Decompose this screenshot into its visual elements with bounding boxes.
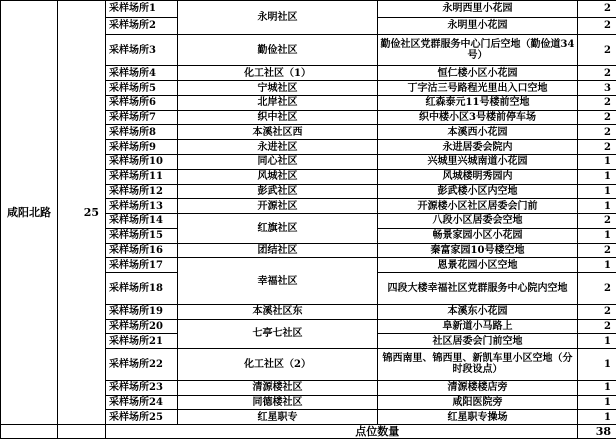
site-cell: 采样场所16 [106,243,178,258]
location-cell: 开源楼小区社区居委会门前 [378,199,578,214]
community-cell: 清源楼社区 [178,380,378,395]
site-cell: 采样场所6 [106,95,178,110]
location-cell: 红星职专操场 [378,410,578,425]
community-cell: 化工社区（2） [178,349,378,381]
count-cell: 1 [578,169,616,184]
site-cell: 采样场所20 [106,319,178,334]
location-cell: 红森泰元11号楼前空地 [378,95,578,110]
site-cell: 采样场所10 [106,155,178,170]
location-cell: 风城楼明秀园内 [378,169,578,184]
count-cell: 1 [578,199,616,214]
community-cell: 永明社区 [178,1,378,35]
community-cell: 红旗社区 [178,214,378,244]
site-cell: 采样场所7 [106,110,178,125]
community-cell: 织中社区 [178,110,378,125]
community-cell: 风城社区 [178,169,378,184]
count-cell: 2 [578,1,616,18]
community-cell: 本溪社区东 [178,304,378,319]
location-cell: 咸阳医院旁 [378,395,578,410]
footer-row [1,425,616,439]
footer-empty-cell [106,425,178,439]
community-cell: 勤俭社区 [178,34,378,66]
location-cell: 社区居委会门前空地 [378,334,578,349]
footer-total: 38 [578,425,616,439]
count-cell: 1 [578,395,616,410]
community-cell: 化工社区（1） [178,66,378,81]
community-cell: 彭武社区 [178,184,378,199]
location-cell: 恩景花园小区空地 [378,258,578,273]
site-cell: 采样场所13 [106,199,178,214]
community-cell: 北岸社区 [178,95,378,110]
community-cell: 同德楼社区 [178,395,378,410]
site-cell: 采样场所4 [106,66,178,81]
count-cell: 2 [578,66,616,81]
site-count-cell: 25 [58,1,106,425]
location-cell: 勤俭社区党群服务中心门后空地（勤俭道34号） [378,34,578,66]
site-cell: 采样场所21 [106,334,178,349]
site-cell: 采样场所12 [106,184,178,199]
site-cell: 采样场所11 [106,169,178,184]
count-cell: 2 [578,243,616,258]
site-cell: 采样场所14 [106,214,178,229]
site-cell: 采样场所1 [106,1,178,18]
location-cell: 兴城里兴城南道小花园 [378,155,578,170]
count-cell: 2 [578,95,616,110]
community-cell: 永进社区 [178,140,378,155]
footer-empty-cell [1,425,58,439]
site-cell: 采样场所17 [106,258,178,273]
location-cell: 秦富家园10号楼空地 [378,243,578,258]
community-cell: 本溪社区西 [178,125,378,140]
count-cell: 2 [578,17,616,34]
count-cell: 1 [578,184,616,199]
site-cell: 采样场所24 [106,395,178,410]
site-cell: 采样场所23 [106,380,178,395]
count-cell: 2 [578,319,616,334]
count-cell: 1 [578,410,616,425]
count-cell: 1 [578,349,616,381]
count-cell: 1 [578,380,616,395]
site-cell: 采样场所15 [106,228,178,243]
site-cell: 采样场所3 [106,34,178,66]
footer-empty-cell [58,425,106,439]
site-cell: 采样场所22 [106,349,178,381]
site-cell: 采样场所2 [106,17,178,34]
count-cell: 2 [578,125,616,140]
community-cell: 团结社区 [178,243,378,258]
footer-label: 点位数量 [178,425,578,439]
location-cell: 四段大楼幸福社区党群服务中心院内空地 [378,273,578,305]
location-cell: 永进居委会院内 [378,140,578,155]
community-cell: 开源社区 [178,199,378,214]
count-cell: 2 [578,140,616,155]
community-cell: 宁城社区 [178,81,378,96]
count-cell: 2 [578,273,616,305]
count-cell: 1 [578,228,616,243]
location-cell: 本溪东小花园 [378,304,578,319]
community-cell: 七亭七社区 [178,319,378,349]
location-cell: 恒仁楼小区小花园 [378,66,578,81]
count-cell: 1 [578,258,616,273]
site-cell: 采样场所9 [106,140,178,155]
table-row [1,1,616,18]
location-cell: 八段小区居委会空地 [378,214,578,229]
location-cell: 永明西里小花园 [378,1,578,18]
location-cell: 畅景家园小区小花园 [378,228,578,243]
count-cell: 1 [578,334,616,349]
region-cell: 咸阳北路 [1,1,58,425]
count-cell: 2 [578,34,616,66]
site-cell: 采样场所18 [106,273,178,305]
community-cell: 红星职专 [178,410,378,425]
count-cell: 2 [578,214,616,229]
site-cell: 采样场所25 [106,410,178,425]
location-cell: 彭武楼小区内空地 [378,184,578,199]
site-cell: 采样场所5 [106,81,178,96]
count-cell: 1 [578,155,616,170]
location-cell: 清源楼楼店旁 [378,380,578,395]
location-cell: 永明里小花园 [378,17,578,34]
count-cell: 2 [578,304,616,319]
site-cell: 采样场所8 [106,125,178,140]
community-cell: 同心社区 [178,155,378,170]
community-cell: 幸福社区 [178,258,378,304]
location-cell: 本溪西小花园 [378,125,578,140]
location-cell: 阜新道小马路上 [378,319,578,334]
location-cell: 锦西南里、锦西里、新凯车里小区空地（分时段设点） [378,349,578,381]
count-cell: 2 [578,110,616,125]
location-cell: 织中楼小区3号楼前停车场 [378,110,578,125]
site-cell: 采样场所19 [106,304,178,319]
location-cell: 丁字沽三号路程光里出入口空地 [378,81,578,96]
count-cell: 3 [578,81,616,96]
